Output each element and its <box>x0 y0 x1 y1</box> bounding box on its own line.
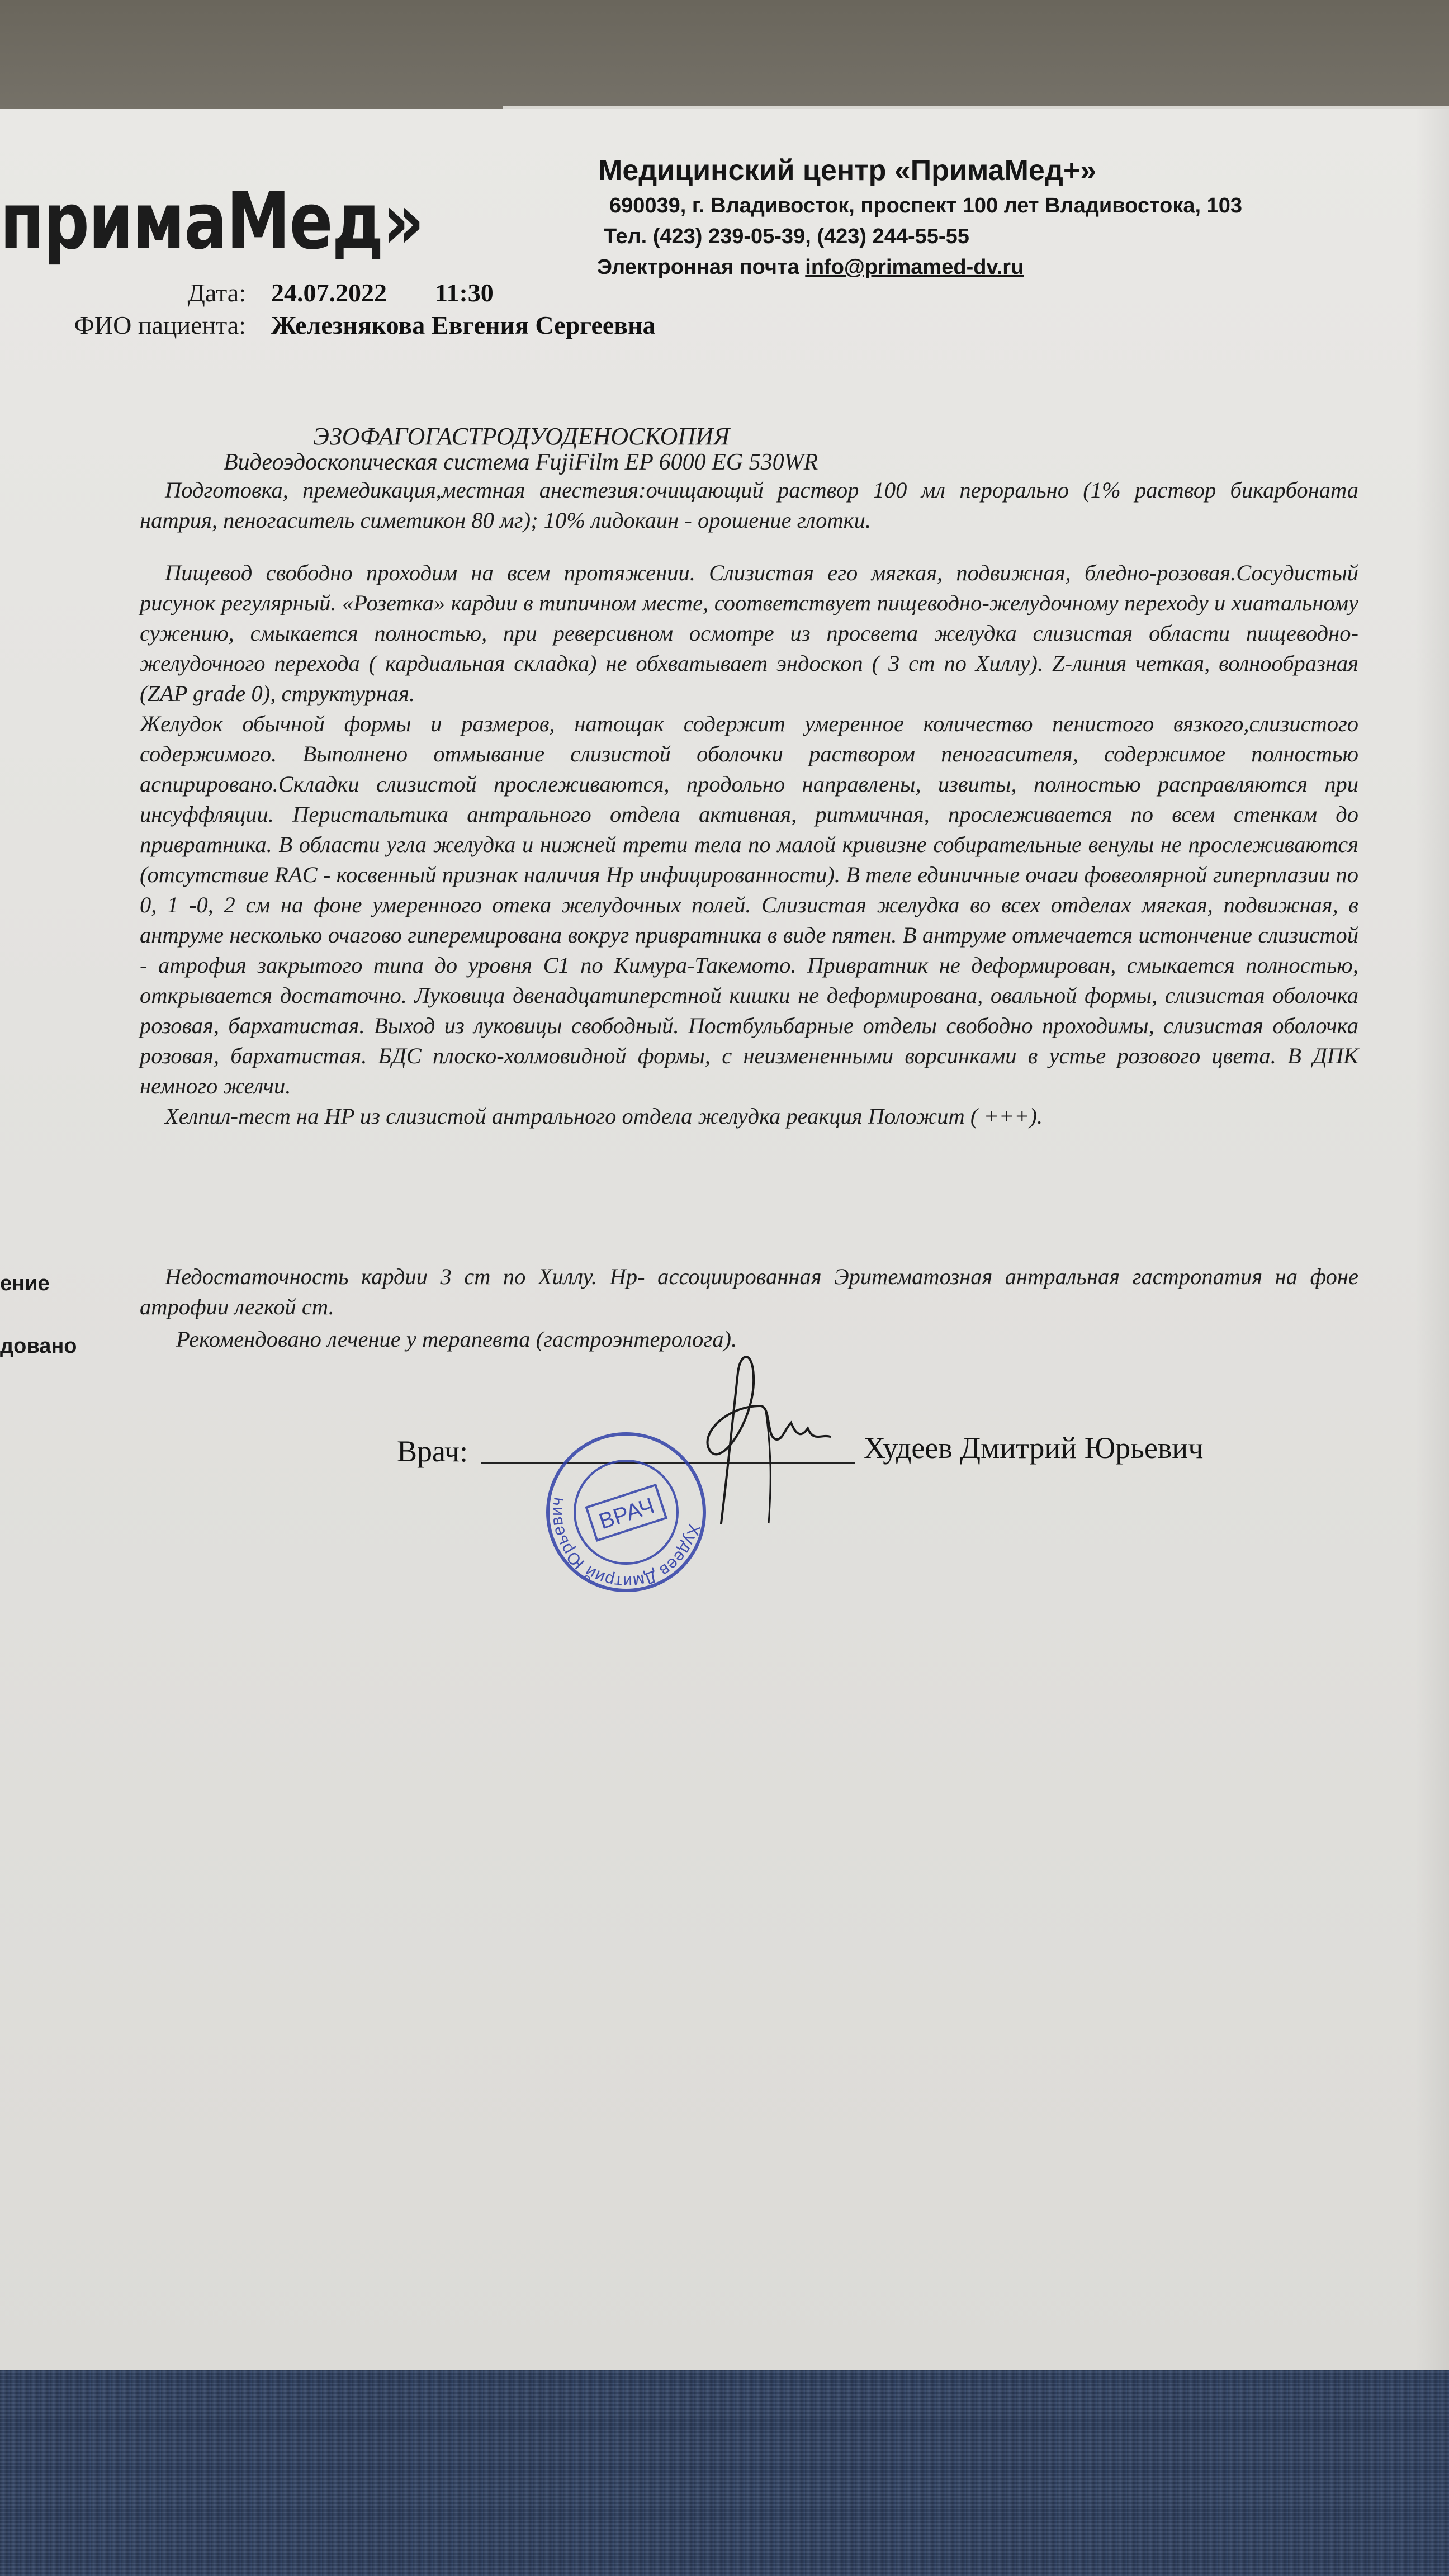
hp-test-text: Хелпил-тест на HP из слизистой антрального отдела желудка реакция Положит ( +++). <box>165 1104 1043 1129</box>
doctor-stamp <box>542 1428 710 1596</box>
esophagus-text: Пищевод свободно проходим на всем протяжении. Слизистая его мягкая, подвижная, бледно-розовая.Сосудистый рисунок регулярный. «Розетка» кардии в типичном месте, соответствует пищеводно-желудочному переходу и хиатальному сужению, смыкается полностью, при реверсивном осмотре из просвета желудка слизистая области пищеводно-желудочного перехода ( кардиальная складка) не обхватывает эндоскоп ( 3 ст по Хиллу). Z-линия четкая, волнообразная (ZAP grade 0), структурная. <box>140 560 1358 706</box>
clinic-header <box>598 154 1242 280</box>
stomach-text: Желудок обычной формы и размеров, натощак содержит умеренное количество пенистого вязкого,слизистого содержимого. Выполнено отмывание слизистой оболочки раствором пеногасителя, содержимое полностью аспирировано.Складки слизистой прослеживаются, продольно направлены, извиты, полностью расправляются при инсуффляции. Перистальтика антрального отдела активная, ритмичная, прослеживается по всем стенкам до привратника. В области угла желудка и нижней трети тела по малой кривизне собирательные венулы не прослеживаются (отсутствие RAC - косвенный признак наличия Hp инфицированности). В теле единичные очаги фовеолярной гиперплазии по 0, 1 -0, 2 см на фоне умеренного отека желудочных полей. Слизистая желудка во всех отделах мягкая, подвижная, в антруме несколько очагово гиперемирована вокруг привратника в виде пятен. В антруме отмечается истончение слизистой - атрофия закрытого типа до уровня С1 по Кимура-Такемото. Привратник не деформирован, смыкается полностью, открывается достаточно. Луковица двенадцатиперстной кишки не деформирована, овальной формы, слизистая оболочка розовая, бархатистая. Выход из луковицы свободный. Постбульбарные отделы свободно проходимы, слизистая оболочка розовая, бархатистая. БДС плоско-холмовидной формы, с неизмененными ворсинками в устье розового цвета. В ДПК немного желчи. <box>140 711 1358 1098</box>
date-label: Дата: <box>187 278 246 307</box>
doctor-name: Худеев Дмитрий Юрьевич <box>864 1431 1204 1465</box>
clinic-email-row <box>597 255 1242 280</box>
report-title: ЭЗОФАГОГАСТРОДУОДЕНОСКОПИЯ <box>313 423 730 450</box>
recommendation-text: Рекомендовано лечение у терапевта (гастроэнтеролога). <box>176 1327 737 1352</box>
conclusion-text: Недостаточность кардии 3 ст по Хиллу. Hp- ассоциированная Эритематозная антральная гастропатия на фоне атрофии легкой ст. <box>140 1264 1358 1319</box>
endoscopy-system: Видеоэдоскопическая система FujiFilm EP 6000 EG 530WR <box>224 449 818 475</box>
stamp-inner-text: ВРАЧ <box>596 1493 657 1535</box>
conclusion-label: ение <box>0 1272 50 1295</box>
email-link[interactable]: info@primamed-dv.ru <box>805 255 1024 279</box>
report-body <box>140 475 1358 1131</box>
stamp-outer-text: Худеев Дмитрий Юрьевич <box>547 1495 704 1592</box>
email-label: Электронная почта <box>597 255 806 279</box>
medical-report-page <box>0 109 1449 2379</box>
patient-name-label: ФИО пациента: <box>74 311 246 339</box>
date-value: 24.07.2022 <box>271 278 387 307</box>
doctor-signature <box>688 1339 855 1540</box>
doctor-label: Врач: <box>397 1434 468 1468</box>
clinic-name: Медицинский центр «ПримаМед+» <box>598 154 1097 187</box>
patient-name-value: Железнякова Евгения Сергеевна <box>271 311 656 339</box>
clinic-address: 690039, г. Владивосток, проспект 100 лет Владивостока, 103 <box>609 194 1242 217</box>
clinic-phone: Тел. (423) 239-05-39, (423) 244-55-55 <box>604 225 969 248</box>
clinic-logo: примаМед» <box>0 176 424 267</box>
recommended-label: довано <box>0 1334 77 1358</box>
fabric-background <box>0 2370 1449 2576</box>
time-value: 11:30 <box>435 278 494 307</box>
preparation-text: Подготовка, премедикация,местная анестезия:очищающий раствор 100 мл перорально (1% раствор бикарбоната натрия, пеногаситель симетикон 80 мг); 10% лидокаин - орошение глотки. <box>140 477 1358 533</box>
